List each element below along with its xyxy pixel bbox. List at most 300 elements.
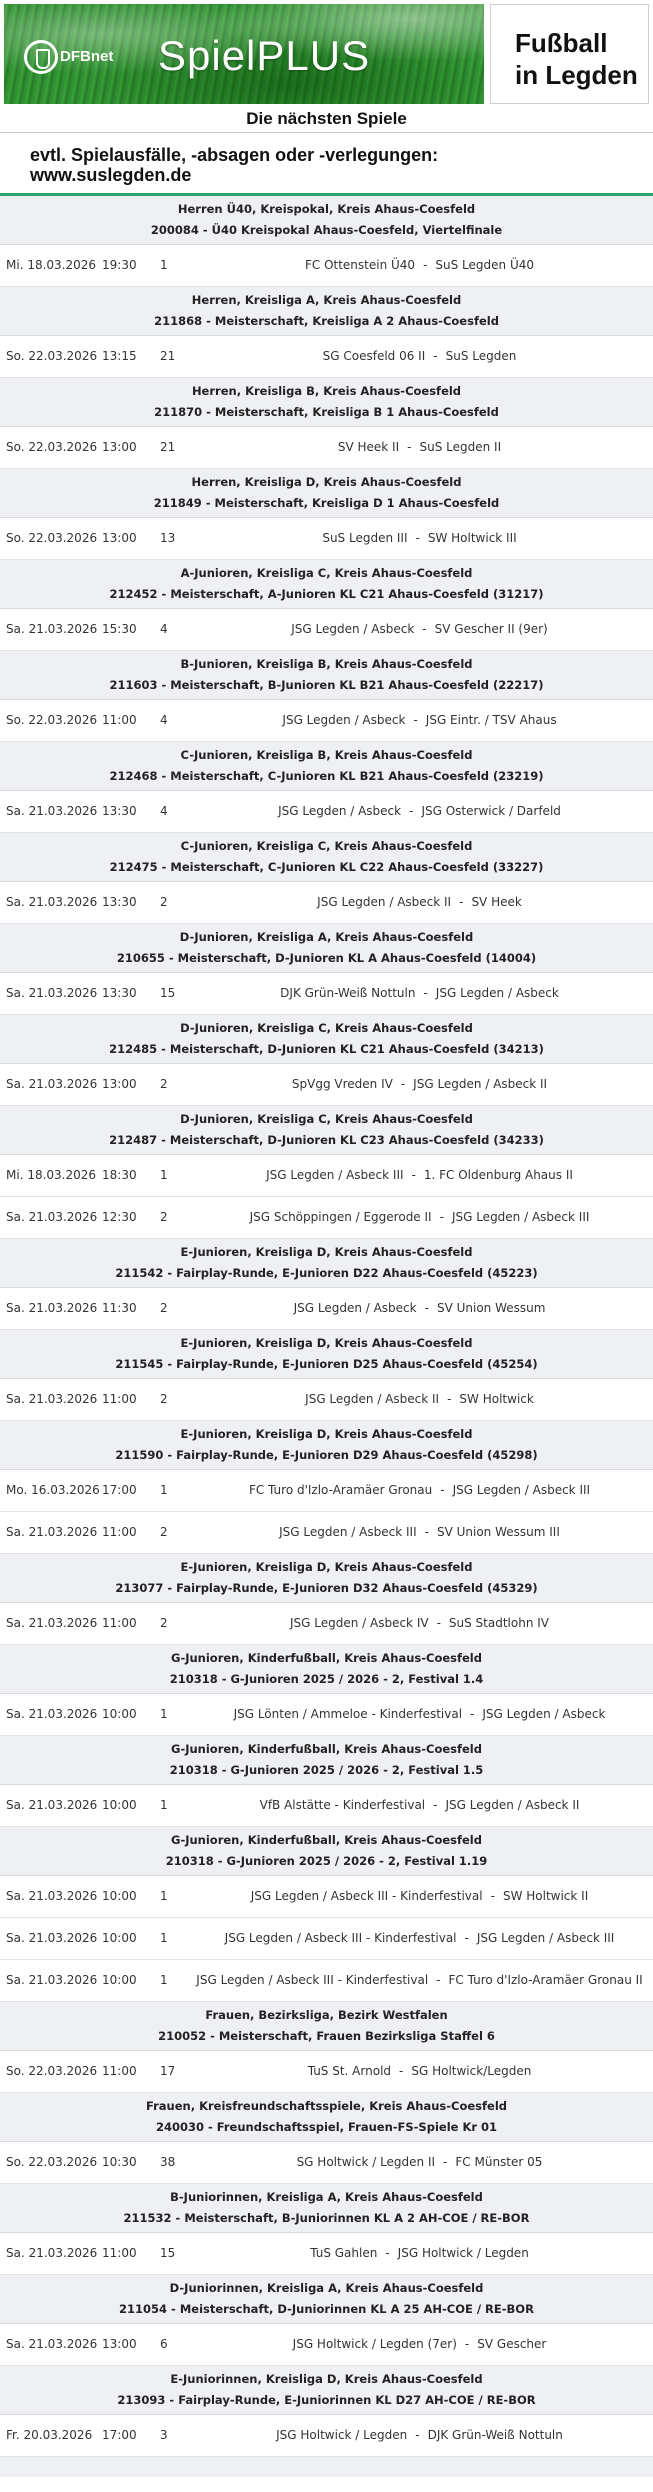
match-row[interactable] xyxy=(0,1603,653,1645)
match-field: 4 xyxy=(160,713,168,727)
away-team: JSG Eintr. / TSV Ahaus xyxy=(425,713,557,727)
vs-separator: - xyxy=(447,1392,452,1406)
match-pairing xyxy=(186,1470,653,1511)
match-field: 1 xyxy=(160,1798,168,1812)
match-pairing xyxy=(186,1785,653,1826)
vs-separator: - xyxy=(459,895,464,909)
competition-header xyxy=(0,2184,653,2233)
competition-header xyxy=(0,378,653,427)
match-row[interactable] xyxy=(0,427,653,469)
competition-subtitle: 240030 - Freundschaftsspiel, Frauen-FS-Spiele Kr 01 xyxy=(155,2120,498,2134)
home-team: SpVgg Vreden IV xyxy=(291,1077,393,1091)
match-field: 1 xyxy=(160,1973,168,1987)
match-pairing xyxy=(186,1876,653,1917)
match-row[interactable] xyxy=(0,2051,653,2093)
match-pairing xyxy=(186,518,653,559)
match-time: 11:00 xyxy=(102,1392,137,1406)
match-field: 15 xyxy=(160,986,176,1000)
match-field: 21 xyxy=(160,440,176,454)
home-team: JSG Holtwick / Legden xyxy=(276,2428,408,2442)
home-team: DJK Grün-Weiß Nottuln xyxy=(280,986,416,1000)
home-team: SG Holtwick / Legden II xyxy=(296,2155,436,2169)
competition-subtitle: 212475 - Meisterschaft, C-Junioren KL C22 Ahaus-Coesfeld (33227) xyxy=(109,860,544,874)
match-row[interactable] xyxy=(0,1379,653,1421)
vs-separator: - xyxy=(413,713,418,727)
vs-separator: - xyxy=(464,1931,469,1945)
match-pairing xyxy=(186,427,653,468)
match-pairing xyxy=(186,2324,653,2365)
away-team: SV Gescher xyxy=(477,2337,547,2351)
home-team: JSG Holtwick / Legden (7er) xyxy=(292,2337,457,2351)
away-team: SW Holtwick III xyxy=(427,531,517,545)
match-date: Sa. 21.03.2026 xyxy=(6,2246,98,2260)
competition-subtitle: 210318 - G-Junioren 2025 / 2026 - 2, Festival 1.19 xyxy=(165,1854,488,1868)
competition-header xyxy=(0,1736,653,1785)
competition-subtitle: 211545 - Fairplay-Runde, E-Junioren D25 Ahaus-Coesfeld (45254) xyxy=(115,1357,538,1371)
match-field: 3 xyxy=(160,2428,168,2442)
notice-link[interactable]: www.suslegden.de xyxy=(30,165,192,185)
match-time: 11:00 xyxy=(102,713,137,727)
match-time: 19:30 xyxy=(102,258,137,272)
away-team: SuS Legden Ü40 xyxy=(435,258,535,272)
competition-subtitle: 210052 - Meisterschaft, Frauen Bezirksliga Staffel 6 xyxy=(158,2029,495,2043)
away-team: JSG Legden / Asbeck III xyxy=(451,1210,590,1224)
match-time: 11:00 xyxy=(102,2064,137,2078)
competition-subtitle: 211603 - Meisterschaft, B-Junioren KL B21 Ahaus-Coesfeld (22217) xyxy=(109,678,544,692)
match-date: Sa. 21.03.2026 xyxy=(6,1525,98,1539)
match-field: 21 xyxy=(160,349,176,363)
vs-separator: - xyxy=(422,622,427,636)
match-pairing xyxy=(186,336,653,377)
competition-header xyxy=(0,560,653,609)
home-team: SG Coesfeld 06 II xyxy=(322,349,426,363)
match-pairing xyxy=(186,973,653,1014)
match-field: 1 xyxy=(160,1483,168,1497)
match-pairing xyxy=(186,2233,653,2274)
match-date: Mi. 18.03.2026 xyxy=(6,258,97,272)
match-date: So. 22.03.2026 xyxy=(6,2155,98,2169)
competition-header xyxy=(0,924,653,973)
match-row[interactable] xyxy=(0,700,653,742)
match-time: 10:00 xyxy=(102,1798,137,1812)
brand-label: DFBnet xyxy=(60,48,114,65)
match-field: 4 xyxy=(160,804,168,818)
vs-separator: - xyxy=(423,986,428,1000)
match-field: 15 xyxy=(160,2246,176,2260)
competition-subtitle: 211542 - Fairplay-Runde, E-Junioren D22 Ahaus-Coesfeld (45223) xyxy=(115,1266,538,1280)
home-team: JSG Legden / Asbeck xyxy=(282,713,406,727)
page-title: Die nächsten Spiele xyxy=(246,109,407,128)
competition-header xyxy=(0,2366,653,2415)
competition-header xyxy=(0,833,653,882)
competition-subtitle: 211870 - Meisterschaft, Kreisliga B 1 Ahaus-Coesfeld xyxy=(154,405,499,419)
match-field: 17 xyxy=(160,2064,176,2078)
match-pairing xyxy=(186,1379,653,1420)
match-pairing xyxy=(186,245,653,286)
match-row[interactable] xyxy=(0,1876,653,1918)
cancellation-notice xyxy=(0,132,653,191)
dfb-logo-icon xyxy=(24,40,58,74)
home-team: FC Ottenstein Ü40 xyxy=(304,258,416,272)
competition-title: D-Junioren, Kreisliga C, Kreis Ahaus-Coesfeld xyxy=(180,1021,473,1035)
match-date: Sa. 21.03.2026 xyxy=(6,2337,98,2351)
away-team: JSG Legden / Asbeck II xyxy=(445,1798,580,1812)
match-time: 10:00 xyxy=(102,1889,137,1903)
away-team: DJK Grün-Weiß Nottuln xyxy=(427,2428,563,2442)
match-field: 2 xyxy=(160,1616,168,1630)
match-pairing xyxy=(186,882,653,923)
match-field: 1 xyxy=(160,1707,168,1721)
match-date: Sa. 21.03.2026 xyxy=(6,1392,98,1406)
competition-header xyxy=(0,1554,653,1603)
match-row[interactable] xyxy=(0,609,653,651)
competition-header xyxy=(0,1827,653,1876)
competition-subtitle: 211054 - Meisterschaft, D-Juniorinnen KL A 25 AH-COE / RE-BOR xyxy=(119,2302,534,2316)
match-time: 11:30 xyxy=(102,1301,137,1315)
home-team: JSG Legden / Asbeck IV xyxy=(289,1616,429,1630)
competition-title: Herren, Kreisliga B, Kreis Ahaus-Coesfeld xyxy=(191,384,462,398)
home-team: JSG Schöppingen / Eggerode II xyxy=(249,1210,432,1224)
home-team: JSG Legden / Asbeck II xyxy=(317,895,452,909)
vs-separator: - xyxy=(470,1707,475,1721)
match-row[interactable] xyxy=(0,1512,653,1554)
match-date: Sa. 21.03.2026 xyxy=(6,1210,98,1224)
vs-separator: - xyxy=(433,1798,438,1812)
competition-subtitle: 210318 - G-Junioren 2025 / 2026 - 2, Festival 1.4 xyxy=(169,1672,484,1686)
competition-title: A-Junioren, Kreisliga C, Kreis Ahaus-Coesfeld xyxy=(180,566,473,580)
match-field: 1 xyxy=(160,1889,168,1903)
match-date: Sa. 21.03.2026 xyxy=(6,1931,98,1945)
match-date: Sa. 21.03.2026 xyxy=(6,804,98,818)
match-date: So. 22.03.2026 xyxy=(6,713,98,727)
match-date: Sa. 21.03.2026 xyxy=(6,1616,98,1630)
competition-subtitle: 210655 - Meisterschaft, D-Junioren KL A Ahaus-Coesfeld (14004) xyxy=(116,951,537,965)
match-pairing xyxy=(186,2051,653,2092)
away-team: JSG Osterwick / Darfeld xyxy=(421,804,561,818)
competition-title: E-Junioren, Kreisliga D, Kreis Ahaus-Coesfeld xyxy=(180,1336,473,1350)
match-row[interactable] xyxy=(0,882,653,924)
away-team: JSG Legden / Asbeck II xyxy=(413,1077,548,1091)
competition-title: C-Junioren, Kreisliga C, Kreis Ahaus-Coesfeld xyxy=(180,839,473,853)
home-team: JSG Legden / Asbeck III - Kinderfestival xyxy=(196,1973,429,1987)
competition-header xyxy=(0,196,653,245)
vs-separator: - xyxy=(443,2155,448,2169)
away-team: SuS Stadtlohn IV xyxy=(448,1616,550,1630)
vs-separator: - xyxy=(436,1616,441,1630)
competition-title: E-Junioren, Kreisliga D, Kreis Ahaus-Coesfeld xyxy=(180,1427,473,1441)
match-time: 13:30 xyxy=(102,895,137,909)
competition-header xyxy=(0,1421,653,1470)
home-team: JSG Legden / Asbeck xyxy=(278,804,402,818)
home-team: JSG Legden / Asbeck III xyxy=(266,1168,404,1182)
competition-title: D-Junioren, Kreisliga C, Kreis Ahaus-Coesfeld xyxy=(180,1112,473,1126)
match-row[interactable] xyxy=(0,2324,653,2366)
competition-header xyxy=(0,2093,653,2142)
match-time: 13:15 xyxy=(102,349,137,363)
match-date: Sa. 21.03.2026 xyxy=(6,1889,98,1903)
competition-title: E-Junioren, Kreisliga D, Kreis Ahaus-Coesfeld xyxy=(180,1245,473,1259)
competition-title: Herren, Kreisliga D, Kreis Ahaus-Coesfeld xyxy=(191,475,462,489)
match-date: Sa. 21.03.2026 xyxy=(6,1077,98,1091)
match-field: 1 xyxy=(160,258,168,272)
product-title: SpielPLUS xyxy=(158,32,371,79)
match-field: 2 xyxy=(160,895,168,909)
match-row[interactable] xyxy=(0,518,653,560)
competition-title: B-Juniorinnen, Kreisliga A, Kreis Ahaus-Coesfeld xyxy=(170,2190,483,2204)
away-team: SV Heek xyxy=(471,895,522,909)
match-row[interactable] xyxy=(0,791,653,833)
competition-title: E-Juniorinnen, Kreisliga D, Kreis Ahaus-Coesfeld xyxy=(170,2372,483,2386)
competition-header xyxy=(0,2275,653,2324)
club-title-box xyxy=(490,4,649,104)
away-team: JSG Legden / Asbeck xyxy=(435,986,559,1000)
away-team: FC Münster 05 xyxy=(455,2155,543,2169)
vs-separator: - xyxy=(424,1301,429,1315)
match-row[interactable] xyxy=(0,2233,653,2275)
competition-header xyxy=(0,1015,653,1064)
match-field: 2 xyxy=(160,1392,168,1406)
match-time: 13:00 xyxy=(102,531,137,545)
competition-subtitle: 212485 - Meisterschaft, D-Junioren KL C21 Ahaus-Coesfeld (34213) xyxy=(109,1042,544,1056)
banner-grass-image xyxy=(4,4,484,104)
match-row[interactable] xyxy=(0,1694,653,1736)
vs-separator: - xyxy=(433,349,438,363)
match-date: Mo. 16.03.2026 xyxy=(6,1483,100,1497)
match-time: 17:00 xyxy=(102,2428,137,2442)
match-date: Sa. 21.03.2026 xyxy=(6,895,98,909)
competition-title: Frauen, Kreisfreundschaftsspiele, Kreis Ahaus-Coesfeld xyxy=(145,2099,508,2113)
match-field: 4 xyxy=(160,622,168,636)
match-row[interactable] xyxy=(0,1288,653,1330)
vs-separator: - xyxy=(400,1077,406,1091)
competition-subtitle: 211532 - Meisterschaft, B-Juniorinnen KL A 2 AH-COE / RE-BOR xyxy=(123,2211,530,2225)
club-title xyxy=(515,27,638,91)
match-time: 10:00 xyxy=(102,1973,137,1987)
vs-separator: - xyxy=(424,1525,429,1539)
competition-header xyxy=(0,1106,653,1155)
match-time: 13:00 xyxy=(102,2337,137,2351)
competition-subtitle: 211868 - Meisterschaft, Kreisliga A 2 Ahaus-Coesfeld xyxy=(154,314,499,328)
competition-subtitle: 213077 - Fairplay-Runde, E-Junioren D32 Ahaus-Coesfeld (45329) xyxy=(115,1581,538,1595)
away-team: SG Holtwick/Legden xyxy=(411,2064,532,2078)
away-team: 1. FC Oldenburg Ahaus II xyxy=(423,1168,573,1182)
match-date: Sa. 21.03.2026 xyxy=(6,1301,98,1315)
competition-header xyxy=(0,742,653,791)
match-date: So. 22.03.2026 xyxy=(6,440,98,454)
home-team: JSG Legden / Asbeck III - Kinderfestival xyxy=(250,1889,483,1903)
competition-title: G-Junioren, Kinderfußball, Kreis Ahaus-Coesfeld xyxy=(171,1651,482,1665)
vs-separator: - xyxy=(440,1483,445,1497)
vs-separator: - xyxy=(385,2246,390,2260)
home-team: FC Turo d'Izlo-Aramäer Gronau xyxy=(248,1483,433,1497)
away-team: FC Turo d'Izlo-Aramäer Gronau II xyxy=(448,1973,643,1987)
competition-header xyxy=(0,287,653,336)
match-pairing xyxy=(186,791,653,832)
away-team: SV Gescher II (9er) xyxy=(434,622,548,636)
competition-title: E-Junioren, Kreisliga D, Kreis Ahaus-Coesfeld xyxy=(180,1560,473,1574)
competition-title: D-Junioren, Kreisliga A, Kreis Ahaus-Coesfeld xyxy=(179,930,474,944)
match-pairing xyxy=(186,1197,653,1238)
match-row[interactable] xyxy=(0,1470,653,1512)
match-row[interactable] xyxy=(0,1064,653,1106)
match-pairing xyxy=(186,700,653,741)
match-field: 2 xyxy=(160,1525,168,1539)
vs-separator: - xyxy=(407,440,412,454)
competition-subtitle: 212452 - Meisterschaft, A-Junioren KL C21 Ahaus-Coesfeld (31217) xyxy=(109,587,544,601)
match-row[interactable] xyxy=(0,973,653,1015)
competition-subtitle: 211849 - Meisterschaft, Kreisliga D 1 Ahaus-Coesfeld xyxy=(153,496,500,510)
vs-separator: - xyxy=(415,2428,420,2442)
home-team: JSG Legden / Asbeck xyxy=(293,1301,417,1315)
match-date: Mi. 18.03.2026 xyxy=(6,1168,97,1182)
home-team: SuS Legden III xyxy=(322,531,408,545)
match-pairing xyxy=(186,1960,653,2001)
home-team: VfB Alstätte - Kinderfestival xyxy=(259,1798,426,1812)
match-time: 15:30 xyxy=(102,622,137,636)
competition-title: D-Juniorinnen, Kreisliga A, Kreis Ahaus-Coesfeld xyxy=(169,2281,484,2295)
match-field: 2 xyxy=(160,1301,168,1315)
home-team: TuS Gahlen xyxy=(310,2246,378,2260)
match-row[interactable] xyxy=(0,336,653,378)
match-list xyxy=(0,196,653,2457)
competition-title: G-Junioren, Kinderfußball, Kreis Ahaus-Coesfeld xyxy=(171,1833,482,1847)
match-pairing xyxy=(186,1155,653,1196)
match-date: Sa. 21.03.2026 xyxy=(6,986,98,1000)
match-date: Sa. 21.03.2026 xyxy=(6,1798,98,1812)
home-team: JSG Lönten / Ammeloe - Kinderfestival xyxy=(233,1707,463,1721)
match-field: 2 xyxy=(160,1077,168,1091)
vs-separator: - xyxy=(423,258,428,272)
match-time: 13:00 xyxy=(102,440,137,454)
match-row[interactable] xyxy=(0,1197,653,1239)
match-time: 13:30 xyxy=(102,804,137,818)
match-date: So. 22.03.2026 xyxy=(6,531,98,545)
match-date: So. 22.03.2026 xyxy=(6,2064,98,2078)
competition-subtitle: 212468 - Meisterschaft, C-Junioren KL B21 Ahaus-Coesfeld (23219) xyxy=(109,769,544,783)
competition-header xyxy=(0,2002,653,2051)
away-team: JSG Legden / Asbeck III xyxy=(452,1483,591,1497)
match-field: 1 xyxy=(160,1168,168,1182)
away-team: JSG Legden / Asbeck xyxy=(482,1707,606,1721)
away-team: SV Union Wessum xyxy=(436,1301,546,1315)
match-row[interactable] xyxy=(0,245,653,287)
match-time: 10:00 xyxy=(102,1931,137,1945)
home-team: JSG Legden / Asbeck III - Kinderfestival xyxy=(224,1931,457,1945)
away-team: SV Union Wessum III xyxy=(436,1525,560,1539)
match-pairing xyxy=(186,2142,653,2183)
header-banner xyxy=(0,0,653,108)
match-date: Sa. 21.03.2026 xyxy=(6,1707,98,1721)
home-team: JSG Legden / Asbeck xyxy=(291,622,415,636)
competition-header xyxy=(0,1645,653,1694)
competition-title: C-Junioren, Kreisliga B, Kreis Ahaus-Coesfeld xyxy=(180,748,473,762)
match-pairing xyxy=(186,1918,653,1959)
match-time: 10:30 xyxy=(102,2155,137,2169)
competition-title: G-Junioren, Kinderfußball, Kreis Ahaus-Coesfeld xyxy=(171,1742,482,1756)
competition-title: Herren, Kreisliga A, Kreis Ahaus-Coesfeld xyxy=(191,293,462,307)
competition-title: Herren Ü40, Kreispokal, Kreis Ahaus-Coesfeld xyxy=(177,202,476,216)
away-team: JSG Legden / Asbeck III xyxy=(476,1931,615,1945)
club-title-line2: in Legden xyxy=(515,60,638,90)
home-team: TuS St. Arnold xyxy=(307,2064,392,2078)
match-pairing xyxy=(186,1288,653,1329)
match-field: 6 xyxy=(160,2337,168,2351)
vs-separator: - xyxy=(411,1168,416,1182)
home-team: SV Heek II xyxy=(337,440,400,454)
competition-header xyxy=(0,651,653,700)
vs-separator: - xyxy=(436,1973,441,1987)
away-team: SW Holtwick II xyxy=(502,1889,589,1903)
vs-separator: - xyxy=(464,2337,470,2351)
competition-title: Frauen, Bezirksliga, Bezirk Westfalen xyxy=(205,2008,448,2022)
match-date: Sa. 21.03.2026 xyxy=(6,1973,98,1987)
competition-header xyxy=(0,469,653,518)
competition-header xyxy=(0,1330,653,1379)
match-time: 13:30 xyxy=(102,986,137,1000)
home-team: JSG Legden / Asbeck II xyxy=(305,1392,440,1406)
match-date: Sa. 21.03.2026 xyxy=(6,622,98,636)
match-time: 12:30 xyxy=(102,1210,137,1224)
match-field: 13 xyxy=(160,531,176,545)
match-date: So. 22.03.2026 xyxy=(6,349,98,363)
match-pairing xyxy=(186,1603,653,1644)
match-row[interactable] xyxy=(0,2142,653,2184)
vs-separator: - xyxy=(439,1210,444,1224)
match-row[interactable] xyxy=(0,1918,653,1960)
match-row[interactable] xyxy=(0,1785,653,1827)
vs-separator: - xyxy=(399,2064,404,2078)
competition-header xyxy=(0,1239,653,1288)
competition-subtitle: 200084 - Ü40 Kreispokal Ahaus-Coesfeld, Viertelfinale xyxy=(150,223,503,237)
competition-subtitle: 210318 - G-Junioren 2025 / 2026 - 2, Festival 1.5 xyxy=(169,1763,484,1777)
match-date: Fr. 20.03.2026 xyxy=(6,2428,93,2442)
competition-subtitle: 211590 - Fairplay-Runde, E-Junioren D29 Ahaus-Coesfeld (45298) xyxy=(115,1448,538,1462)
match-row[interactable] xyxy=(0,2415,653,2457)
competition-subtitle: 212487 - Meisterschaft, D-Junioren KL C23 Ahaus-Coesfeld (34233) xyxy=(109,1133,544,1147)
match-row[interactable] xyxy=(0,1155,653,1197)
vs-separator: - xyxy=(409,804,414,818)
vs-separator: - xyxy=(490,1889,495,1903)
away-team: SuS Legden II xyxy=(419,440,502,454)
match-time: 11:00 xyxy=(102,1525,137,1539)
home-team: JSG Legden / Asbeck III xyxy=(279,1525,417,1539)
competition-title: B-Junioren, Kreisliga B, Kreis Ahaus-Coesfeld xyxy=(180,657,473,671)
match-time: 11:00 xyxy=(102,1616,137,1630)
list-footer xyxy=(0,2457,653,2477)
match-pairing xyxy=(186,1512,653,1553)
match-time: 11:00 xyxy=(102,2246,137,2260)
match-pairing xyxy=(186,2415,653,2456)
match-field: 1 xyxy=(160,1931,168,1945)
vs-separator: - xyxy=(415,531,420,545)
match-time: 10:00 xyxy=(102,1707,137,1721)
match-time: 17:00 xyxy=(102,1483,137,1497)
match-row[interactable] xyxy=(0,1960,653,2002)
match-pairing xyxy=(186,1694,653,1735)
club-title-line1: Fußball xyxy=(515,28,608,58)
away-team: SW Holtwick xyxy=(459,1392,534,1406)
match-field: 38 xyxy=(160,2155,176,2169)
away-team: JSG Holtwick / Legden xyxy=(397,2246,529,2260)
away-team: SuS Legden xyxy=(445,349,517,363)
match-pairing xyxy=(186,609,653,650)
match-pairing xyxy=(186,1064,653,1105)
match-time: 13:00 xyxy=(102,1077,137,1091)
match-field: 2 xyxy=(160,1210,168,1224)
notice-text: evtl. Spielausfälle, -absagen oder -verlegungen: xyxy=(30,145,439,165)
match-time: 18:30 xyxy=(102,1168,137,1182)
competition-subtitle: 213093 - Fairplay-Runde, E-Juniorinnen KL D27 AH-COE / RE-BOR xyxy=(117,2393,536,2407)
